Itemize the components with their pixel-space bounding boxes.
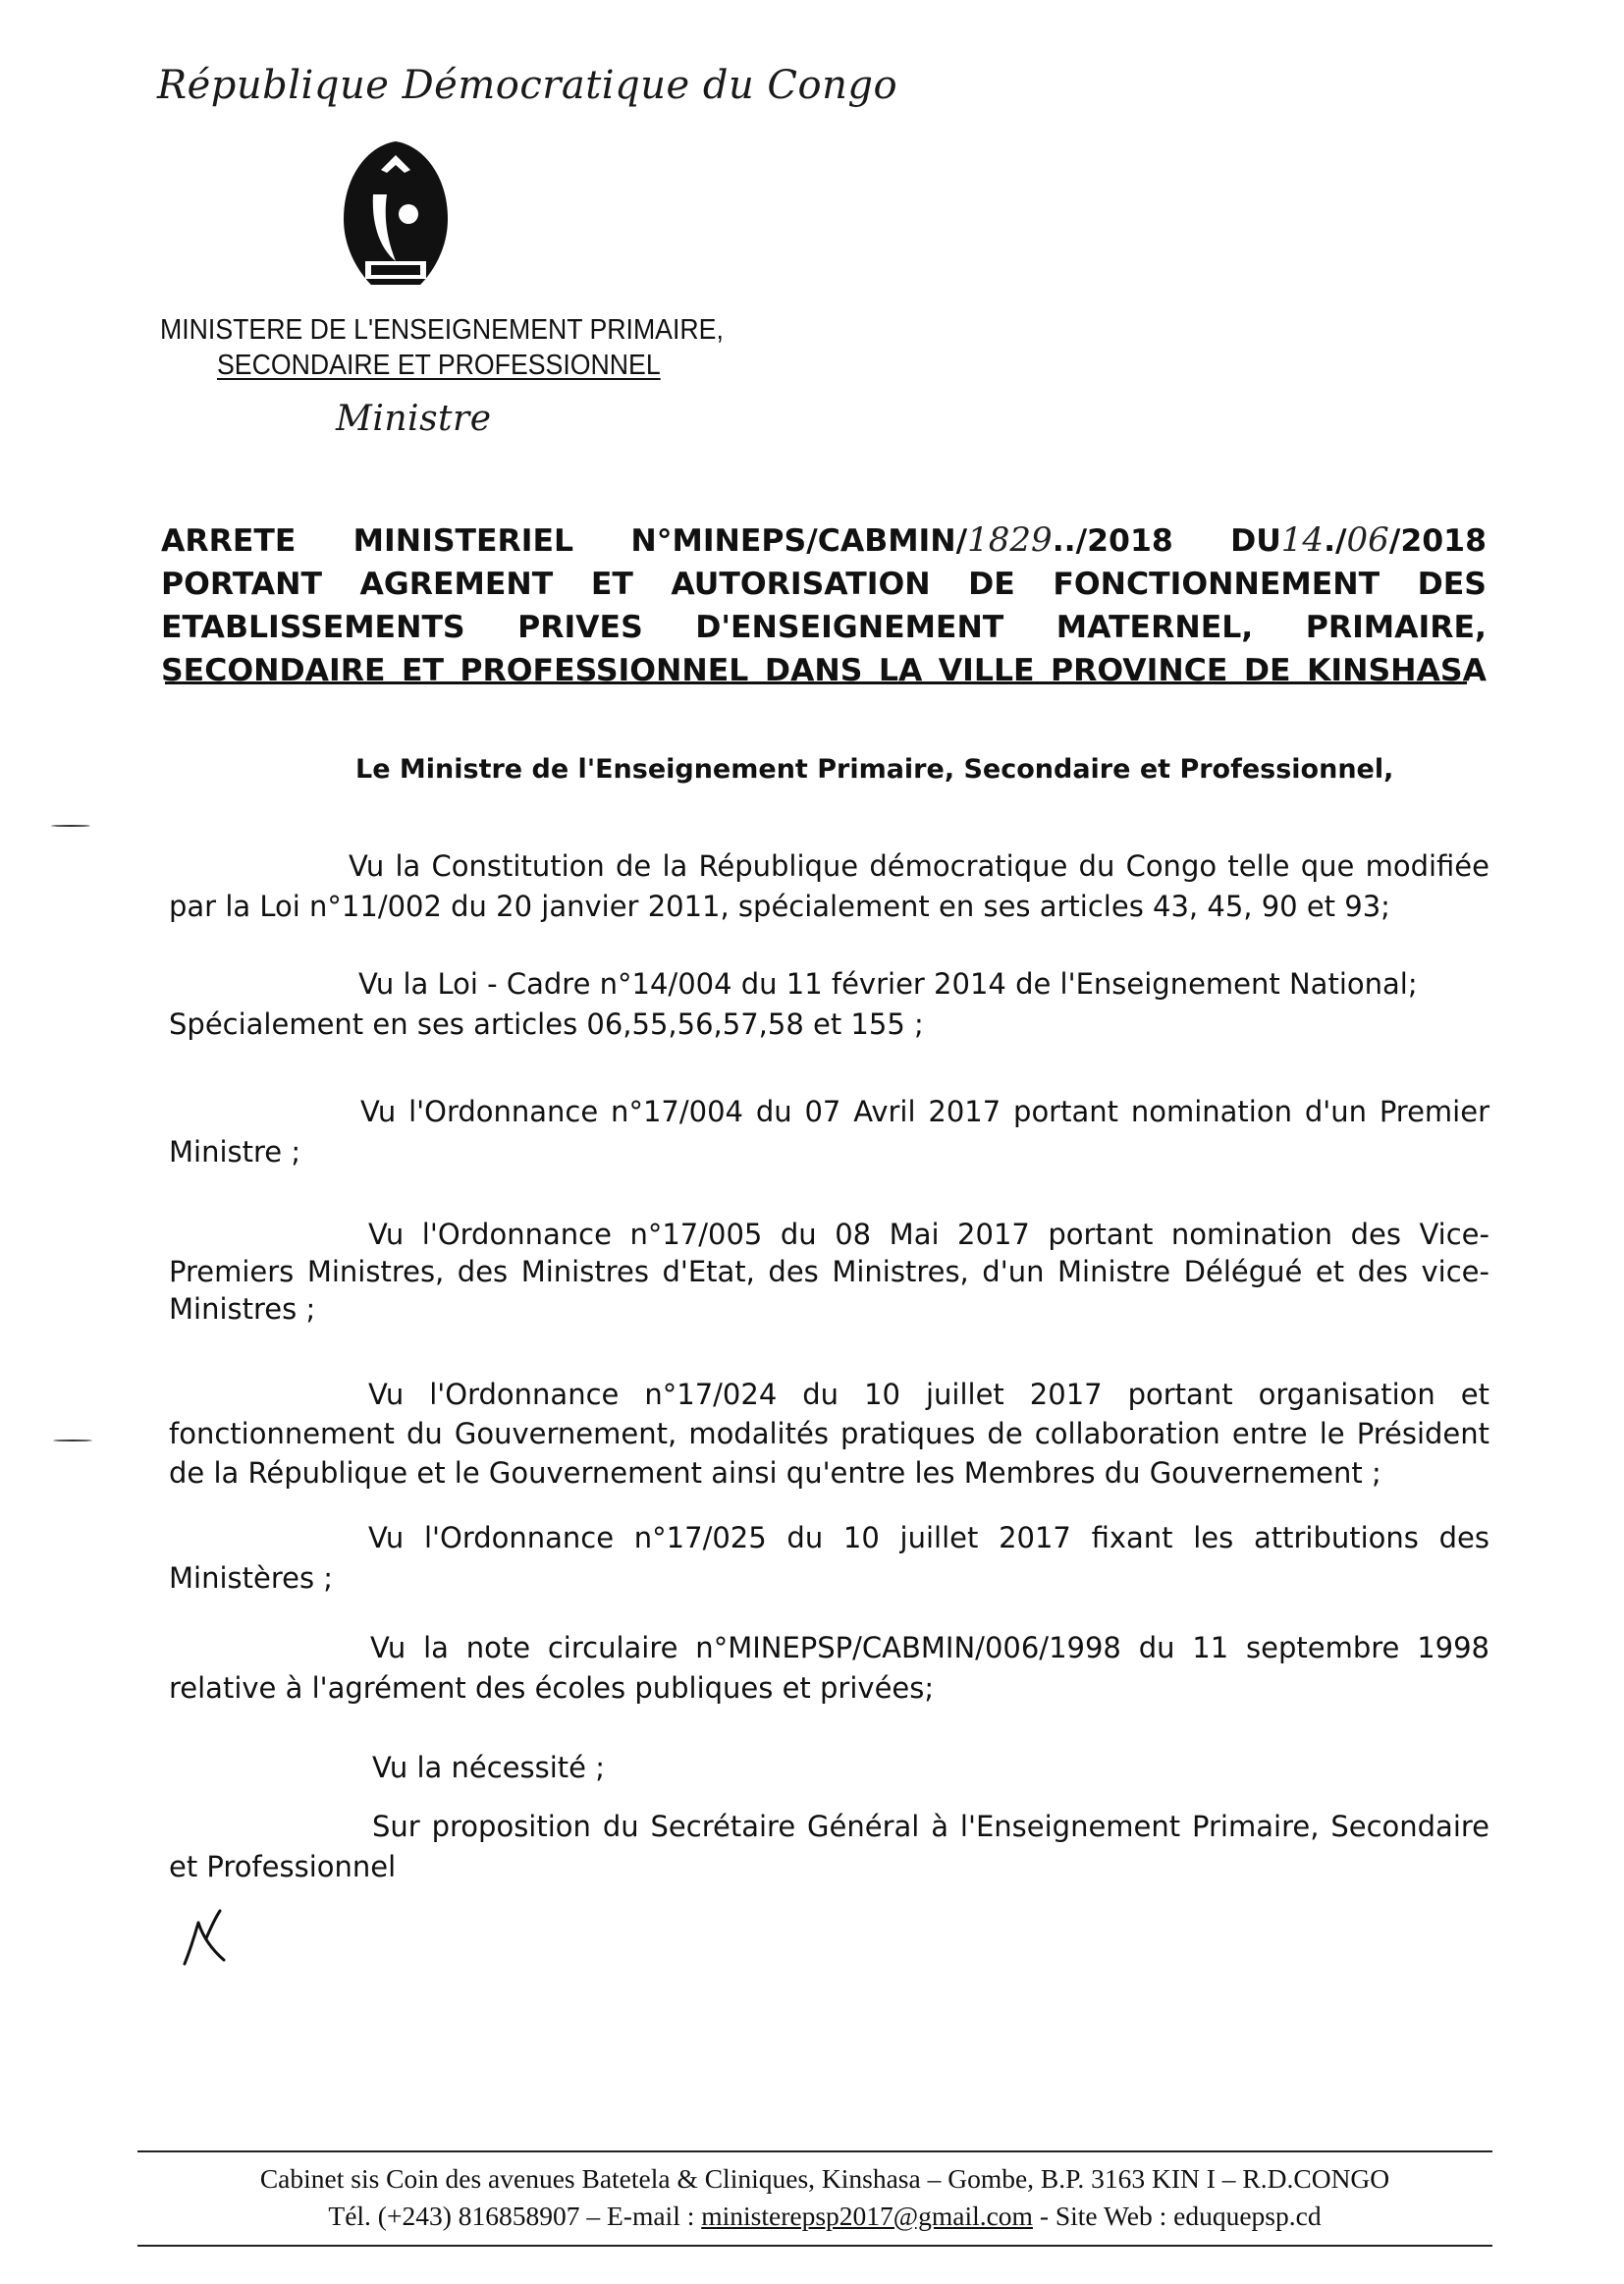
paragraph-ordonnance-17-004: Vu l'Ordonnance n°17/004 du 07 Avril 2017 portant nomination d'un Premier Ministre ; bbox=[169, 1095, 1489, 1169]
paragraph-ordonnance-17-025: Vu l'Ordonnance n°17/025 du 10 juillet 2017 fixant les attributions des Ministères ; bbox=[169, 1521, 1489, 1595]
margin-mark bbox=[51, 825, 90, 827]
office-title: Ministre bbox=[336, 399, 492, 439]
coat-of-arms-emblem bbox=[322, 136, 469, 298]
decree-title bbox=[161, 518, 1487, 692]
footer-top-rule bbox=[137, 2150, 1492, 2152]
margin-mark bbox=[53, 1440, 92, 1441]
handwritten-number: 1829 bbox=[967, 520, 1053, 560]
decree-number-line: ARRETE MINISTERIEL N°MINEPS/CABMIN/1829../2018 DU14./06/2018 bbox=[161, 520, 1487, 560]
paragraph-loi-cadre: Vu la Loi - Cadre n°14/004 du 11 février 2014 de l'Enseignement National; Spécialement en ses articles 06,55,56,57,58 et 155 ; bbox=[169, 967, 1418, 1041]
decree-line-4: SECONDAIRE ET PROFESSIONNEL DANS LA VILLE PROVINCE DE KINSHASA bbox=[161, 653, 1487, 688]
footer-bottom-rule bbox=[137, 2245, 1492, 2247]
paragraph-necessite: Vu la nécessité ; bbox=[372, 1751, 605, 1784]
paragraph-note-circulaire: Vu la note circulaire n°MINEPSP/CABMIN/006/1998 du 11 septembre 1998 relative à l'agrément des écoles publiques et privées; bbox=[169, 1631, 1489, 1705]
paragraph-ordonnance-17-005: Vu l'Ordonnance n°17/005 du 08 Mai 2017 portant nomination des Vice- Premiers Ministres, des Ministres d'Etat, des Ministres, d'un Ministre Délégué et des vice- Ministres ; bbox=[169, 1218, 1489, 1326]
footer-email-link[interactable]: ministerepsp2017@gmail.com bbox=[701, 2201, 1033, 2231]
title-underline bbox=[165, 681, 1467, 684]
footer-address: Cabinet sis Coin des avenues Batetela & Cliniques, Kinshasa – Gombe, B.P. 3163 KIN I – R.D.CONGO Tél. (+243) 816858907 – E-mail : ministerepsp2017@gmail.com - Site Web : eduquepsp.cd bbox=[259, 2163, 1390, 2231]
decree-line-2: PORTANT AGREMENT ET AUTORISATION DE FONCTIONNEMENT DES bbox=[161, 567, 1487, 602]
paragraph-constitution: Vu la Constitution de la République démocratique du Congo telle que modifiée par la Loi n°11/002 du 20 janvier 2011, spécialement en ses articles 43, 45, 90 et 93; bbox=[169, 849, 1489, 923]
ministry-line-2: SECONDAIRE ET PROFESSIONNEL bbox=[217, 350, 661, 381]
ministry-line-1: MINISTERE DE L'ENSEIGNEMENT PRIMAIRE, bbox=[160, 314, 724, 346]
minister-intro: Le Ministre de l'Enseignement Primaire, Secondaire et Professionnel, bbox=[355, 754, 1394, 785]
decree-line-3: ETABLISSEMENTS PRIVES D'ENSEIGNEMENT MATERNEL, PRIMAIRE, bbox=[161, 610, 1487, 645]
country-name: République Démocratique du Congo bbox=[157, 63, 898, 108]
paragraph-proposition: Sur proposition du Secrétaire Général à l'Enseignement Primaire, Secondaire et Professionnel bbox=[169, 1810, 1489, 1883]
handwritten-month: 06 bbox=[1346, 520, 1389, 560]
paragraph-ordonnance-17-024: Vu l'Ordonnance n°17/024 du 10 juillet 2017 portant organisation et fonctionnement du Gouvernement, modalités pratiques de collaboration entre le Président de la République et le Gouvernement ainsi qu'entre les Membres du Gouvernement ; bbox=[169, 1378, 1489, 1490]
initial-paraph bbox=[177, 1905, 236, 1974]
handwritten-day: 14 bbox=[1280, 520, 1325, 560]
